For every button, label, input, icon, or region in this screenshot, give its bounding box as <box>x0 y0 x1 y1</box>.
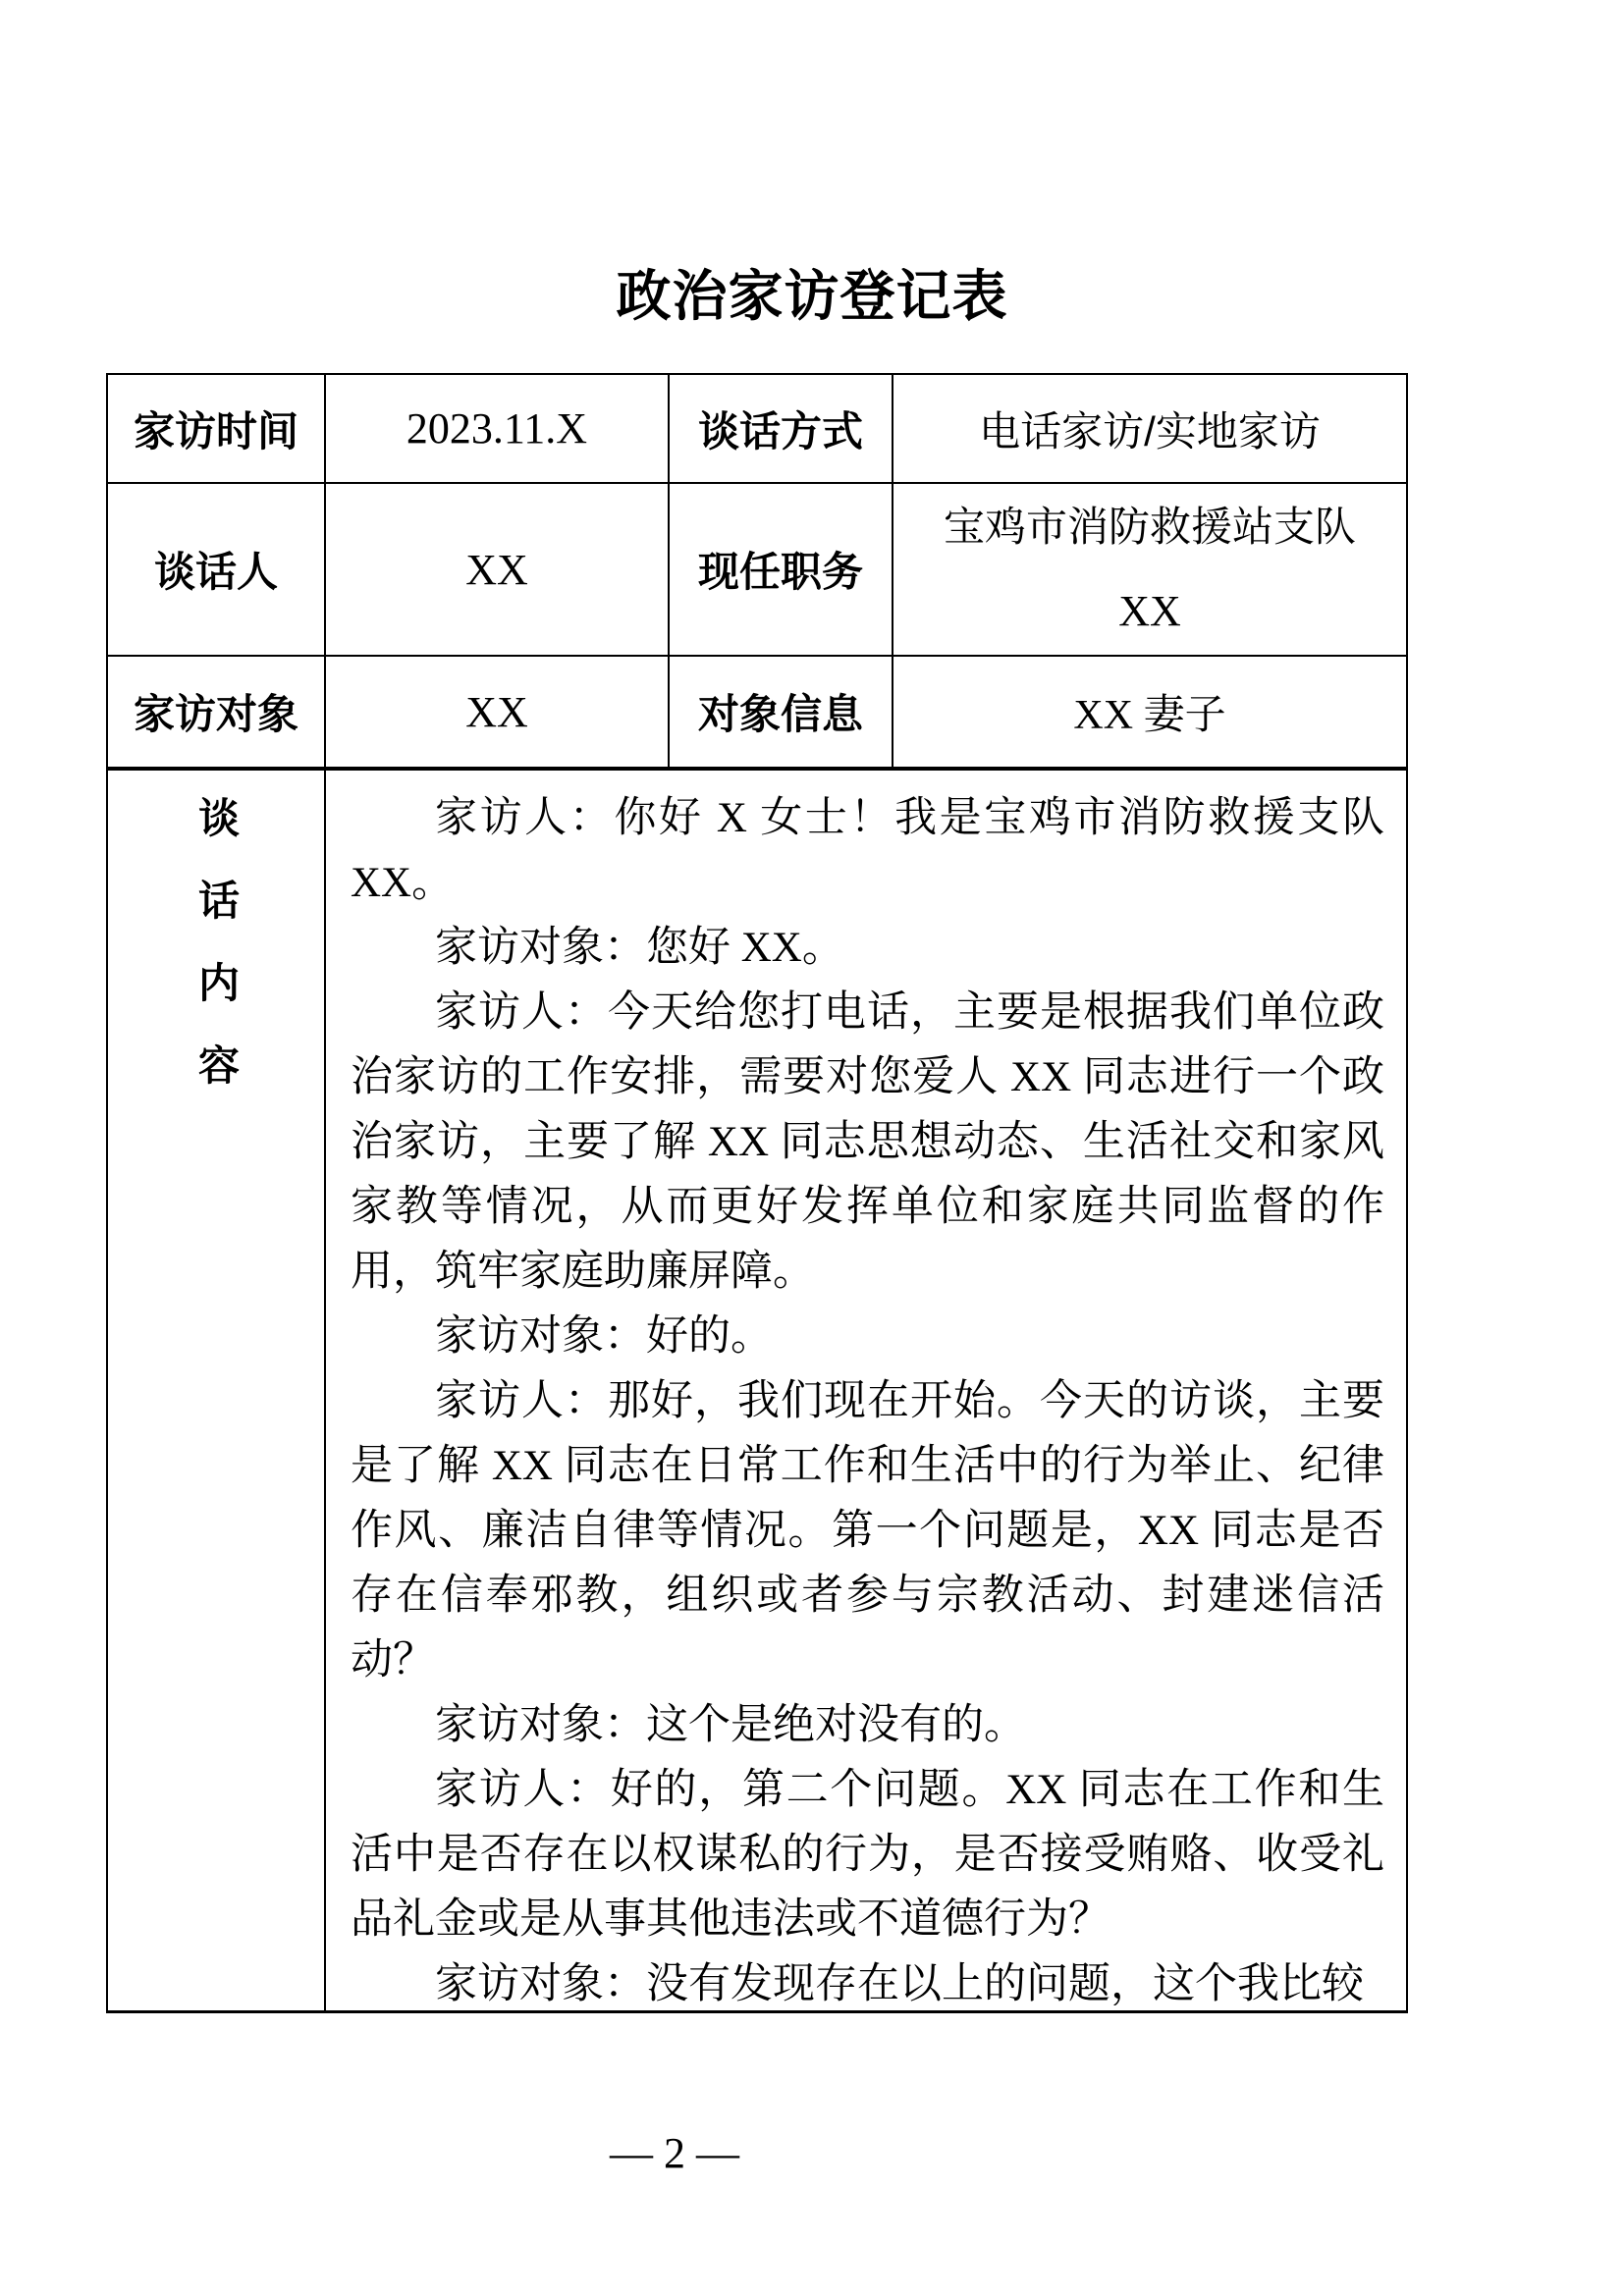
conversation-paragraph: 家访对象：您好 XX。 <box>435 925 844 971</box>
field-value-target-info: XX 妻子 <box>893 656 1407 769</box>
field-value-talk-method: 电话家访/实地家访 <box>893 374 1407 483</box>
field-label-visit-target: 家访对象 <box>107 656 325 769</box>
registration-table <box>106 373 1408 2013</box>
table-row-talker <box>107 483 1407 656</box>
field-value-talker: XX <box>325 483 669 656</box>
table-row-visit-target <box>107 656 1407 769</box>
field-value-visit-target: XX <box>325 656 669 769</box>
conversation-content <box>326 771 1406 2005</box>
page-number: — 2 — <box>610 2129 739 2177</box>
conversation-paragraph: 家访人：你好 X 女士！我是宝鸡市消防救援支队XX。 <box>351 795 1384 906</box>
conversation-paragraph: 家访对象：好的。 <box>435 1313 773 1360</box>
field-label-visit-time: 家访时间 <box>107 374 325 483</box>
field-value-visit-time: 2023.11.X <box>325 374 669 483</box>
field-label-talk-method: 谈话方式 <box>669 374 893 483</box>
content-label: 谈话内容 <box>193 796 240 1126</box>
table-row-conversation <box>107 769 1407 2011</box>
field-value-current-position <box>893 483 1407 656</box>
table-row-visit-time <box>107 374 1407 483</box>
conversation-paragraph: 家访对象：这个是绝对没有的。 <box>435 1702 1026 1748</box>
conversation-paragraph: 家访人：好的，第二个问题。XX 同志在工作和生活中是否存在以权谋私的行为，是否接受贿赂、收受礼品礼金或是从事其他违法或不道德行为？ <box>351 1767 1384 1943</box>
field-label-talker: 谈话人 <box>107 483 325 656</box>
conversation-paragraph: 家访人：今天给您打电话，主要是根据我们单位政治家访的工作安排，需要对您爱人 XX 同志进行一个政治家访，主要了解 XX 同志思想动态、生活社交和家风家教等情况，从而更好发挥单位和家庭共同监督的作用，筑牢家庭助廉屏障。 <box>351 989 1384 1295</box>
field-label-target-info: 对象信息 <box>669 656 893 769</box>
content-label-cell <box>107 769 325 2011</box>
conversation-paragraph: 家访人：那好，我们现在开始。今天的访谈，主要是了解 XX 同志在日常工作和生活中的行为举止、纪律作风、廉洁自律等情况。第一个问题是，XX 同志是否存在信奉邪教，组织或者参与宗教活动、封建迷信活动？ <box>351 1378 1384 1683</box>
field-label-current-position: 现任职务 <box>669 483 893 656</box>
conversation-content-cell <box>325 769 1407 2011</box>
conversation-paragraph: 家访对象：没有发现存在以上的问题，这个我比较 <box>435 1961 1364 2005</box>
position-line-unit: 宝鸡市消防救援站支队 <box>943 504 1356 550</box>
position-line-name: XX <box>1118 587 1181 635</box>
page-title: 政治家访登记表 <box>616 265 1008 327</box>
